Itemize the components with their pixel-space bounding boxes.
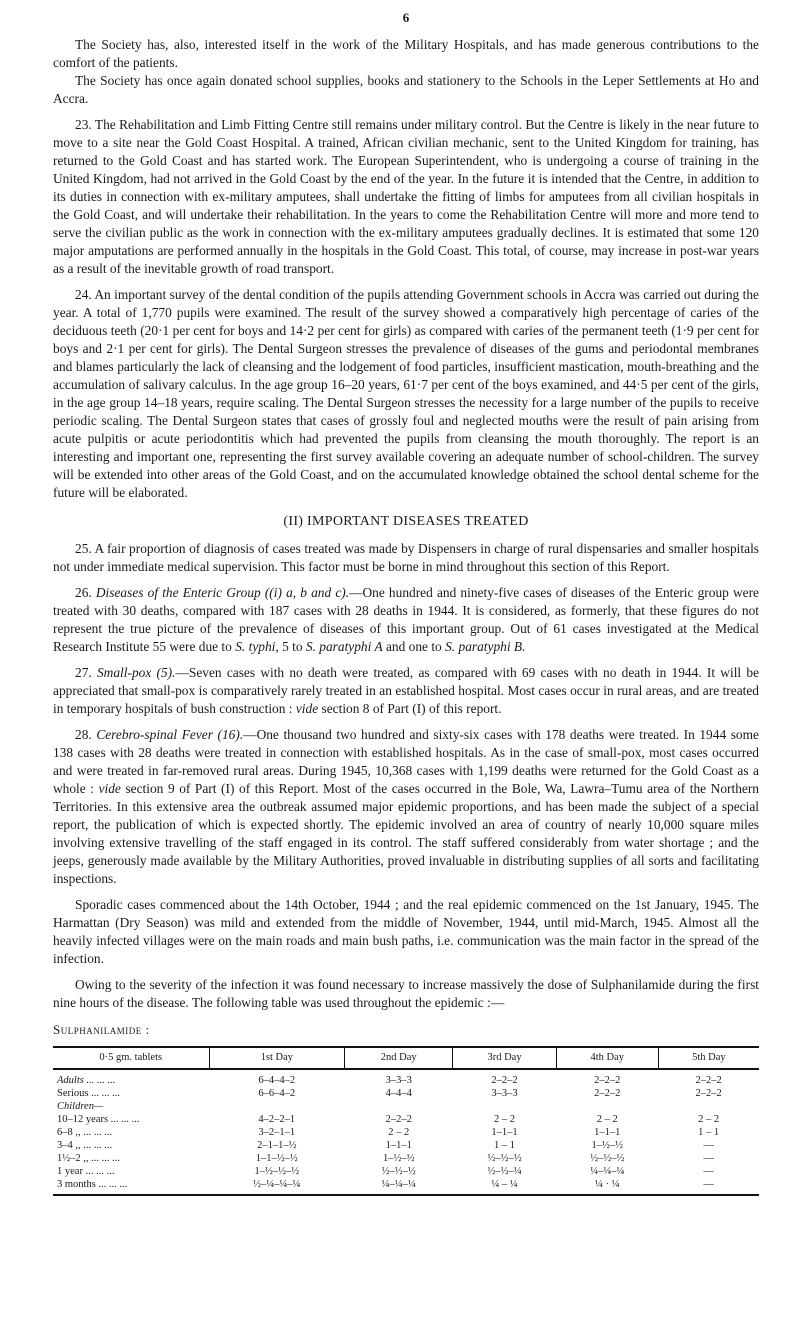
- para-title: Small-pox (5).: [96, 665, 176, 680]
- table-cell: [345, 1100, 453, 1113]
- table-cell: 2 – 2: [596, 1114, 618, 1125]
- para-text: section 8 of Part (I) of this report.: [318, 701, 502, 716]
- table-cell: 1 – 1: [698, 1127, 720, 1138]
- paragraph-27-smallpox: [53, 664, 759, 718]
- paragraph-sulphanilamide-dose: Owing to the severity of the infection it was found necessary to increase massively the dose of Sulphanilamide during the first nine hours of the disease. The following table was used throughout the epidemic :—: [53, 977, 759, 1010]
- para-text: 5 to: [278, 639, 306, 654]
- para-title: Diseases of the Enteric Group ((i) a, b and c).: [95, 585, 350, 600]
- table-cell: ¼–¼–¼: [590, 1166, 625, 1177]
- table-cell: —: [703, 1140, 714, 1151]
- table-cell: 1–½–½: [591, 1140, 624, 1151]
- table-header-row: [53, 1047, 759, 1069]
- table-cell: 1–1–½–½: [255, 1153, 298, 1164]
- paragraph-sporadic-cases: Sporadic cases commenced about the 14th October, 1944 ; and the real epidemic commenced on the 1st January, 1945. The Harmattan (Dry Season) was mild and extended from the middle of November, 1944, until mid-March, 1945. Almost all the heavily infected villages were on the main roads and main bush paths, i.e. communication was the main factor in the spread of the infection.: [53, 897, 759, 966]
- table-cell: 1–1–1: [594, 1127, 621, 1138]
- para-title: Cerebro-spinal Fever (16).: [96, 727, 244, 742]
- paragraph-28-cerebrospinal: [53, 726, 759, 888]
- table-cell: 4–2–2–1: [258, 1114, 296, 1125]
- table-cell: [556, 1100, 658, 1113]
- para-number: 26.: [75, 585, 96, 600]
- column-header-day-4: 4th Day: [556, 1047, 658, 1069]
- sulphanilamide-table: [53, 1046, 759, 1196]
- table-row: [53, 1126, 759, 1139]
- organism-name: S. typhi,: [235, 639, 279, 654]
- organism-name: S. paratyphi B.: [445, 639, 526, 654]
- table-cell: 2–1–1–½: [257, 1140, 297, 1151]
- table-cell: ½–½–¼: [487, 1166, 522, 1177]
- table-cell: —: [703, 1153, 714, 1164]
- table-cell: 2–2–2: [695, 1088, 722, 1099]
- table-cell: ½–½–½: [487, 1153, 522, 1164]
- table-row: [53, 1113, 759, 1126]
- row-label: 10–12 years ... ... ...: [57, 1114, 140, 1125]
- table-cell: 2–2–2: [385, 1114, 412, 1125]
- table-cell: 6–6–4–2: [258, 1088, 296, 1099]
- organism-name: S. paratyphi A: [305, 639, 383, 654]
- row-label: 3 months ... ... ...: [53, 1178, 209, 1195]
- page-number: 6: [402, 10, 410, 25]
- paragraph-leper-settlements: The Society has once again donated school supplies, books and stationery to the Schools in the Leper Settlements at Ho and Accra.: [53, 73, 759, 106]
- para-number: 28.: [75, 727, 97, 742]
- table-cell: 2–2–2: [695, 1075, 722, 1086]
- table-cell: 1–1–1: [491, 1127, 518, 1138]
- column-header-day-2: 2nd Day: [345, 1047, 453, 1069]
- paragraph-23-rehabilitation: 23. The Rehabilitation and Limb Fitting Centre still remains under military control. But the Centre is likely in the near future to move to a site near the Gold Coast Hospital. A trained, African civilian mechanic, sent to the United Kingdom for training, has returned to the Gold Coast and has started work. The European Superintendent, who is undergoing a course of training in the United Kingdom, had not arrived in the Gold Coast by the end of the year. In the future it is intended that the Centre, in addition to its duties in connection with ex-military amputees, shall undertake the fitting of limbs for amputees from all civilian hospitals in the Gold Coast, and will undertake their rehabilitation. In the years to come the Rehabilitation Centre will more and more tend to serve the civilian public as the work in connection with the ex-military amputees gradually declines. It is estimated that some 120 major amputations are performed annually in the hospitals in the Gold Coast. This total, of course, may increase in post-war years as a result of the inevitable growth of road transport.: [53, 117, 759, 276]
- table-cell: 1–1–1: [385, 1140, 412, 1151]
- table-cell: 1–½–½: [382, 1153, 415, 1164]
- row-label: Adults ... ... ...: [57, 1075, 116, 1086]
- table-cell: ¼ · ¼: [556, 1178, 658, 1195]
- row-label: 1 year ... ... ...: [57, 1166, 115, 1177]
- table-cell: 3–3–3: [491, 1088, 518, 1099]
- para-text: —Seven cases with no death were treated, as compared with 69 cases with no death in 1944. It will be appreciated that small-pox is comparatively rarely treated in an established hospital. Most cases occur in rural areas, and are treated in temporary hospitals of bush construction :: [53, 665, 760, 716]
- row-label: Serious ... ... ...: [57, 1088, 120, 1099]
- table-cell: 1 – 1: [494, 1140, 516, 1151]
- row-label: 3–4 ,, ... ... ...: [57, 1140, 113, 1151]
- table-cell: ½–½–½: [590, 1153, 625, 1164]
- paragraph-24-dental-survey: 24. An important survey of the dental condition of the pupils attending Government schools in Accra was carried out during the year. A total of 1,770 pupils were examined. The result of the survey showed a comparatively high percentage of caries of the deciduous teeth (20·1 per cent for boys and 14·2 per cent for girls) as compared with caries of the permanent teeth (1·9 per cent for boys and 2·1 per cent for girls). The Dental Surgeon stresses the prevalence of diseases of the gums and periodontal membranes and blames particularly the lack of cleansing and the lodgement of food particles, insufficient mastication, mouth-breathing and the accumulation of salivary calculus. In the age group 16–20 years, 61·7 per cent of the boys examined, and 44·5 per cent of the girls, in the age group 14–18 years, require scaling. The Dental Surgeon stresses the necessity for a large number of the pupils to receive periodic scaling. The Dental Surgeon states that cases of grossly foul and neglected mouths were the result of pain arising from acute pulpitis or acute periodontitis which had prevented the pupils from cleansing the mouth thoroughly. The report is an interesting and important one, representing the first survey available covering an adequate number of school-children. The survey will be extended into other areas of the Gold Coast, and on the accumulated knowledge obtained the school dental scheme for the future will be elaborated.: [53, 287, 759, 500]
- column-header-day-5: 5th Day: [658, 1047, 759, 1069]
- table-cell: 3–3–3: [385, 1075, 412, 1086]
- table-cell: 2 – 2: [698, 1114, 720, 1125]
- paragraph-25-diagnosis: 25. A fair proportion of diagnosis of cases treated was made by Dispensers in charge of rural dispensaries and smaller hospitals not under immediate medical supervision. This factor must be borne in mind throughout this section of this Report.: [53, 541, 759, 574]
- table-row: [53, 1100, 759, 1113]
- row-label: 1½–2 ,, ... ... ...: [57, 1153, 120, 1164]
- table-cell: 2 – 2: [494, 1114, 516, 1125]
- para-number: 27.: [75, 665, 97, 680]
- table-row: [53, 1152, 759, 1165]
- table-row: [53, 1165, 759, 1178]
- table-cell: 4–4–4: [385, 1088, 412, 1099]
- table-cell: 2–2–2: [594, 1075, 621, 1086]
- vide-reference: vide: [295, 701, 319, 716]
- column-header-tablets: 0·5 gm. tablets: [53, 1047, 209, 1069]
- vide-reference: vide: [98, 781, 121, 796]
- table-row: [53, 1069, 759, 1087]
- table-cell: ¼ – ¼: [453, 1178, 557, 1195]
- table-label: Sulphanilamide :: [53, 1022, 150, 1037]
- table-cell: —: [703, 1166, 714, 1177]
- table-body: [53, 1069, 759, 1195]
- table-row: [53, 1087, 759, 1100]
- table-cell: 3–2–1–1: [258, 1127, 296, 1138]
- column-header-day-3: 3rd Day: [453, 1047, 557, 1069]
- row-label: Children—: [57, 1101, 104, 1112]
- table-cell: [658, 1100, 759, 1113]
- table-cell: ½–½–½: [381, 1166, 416, 1177]
- table-cell: 2–2–2: [491, 1075, 518, 1086]
- para-text: section 9 of Part (I) of this Report. Most of the cases occurred in the Bole, Wa, Lawra–Tumu area of the Northern Territories. In this extensive area the outbreak assumed major epidemic proportions, and has been made the subject of a special report, the publication of which is expected shortly. The epidemic involved an area of country of nearly 10,000 square miles involving extensive travelling of the staff engaged in its control. The staff suffered considerably from water shortage ; and the jeeps, generously made available by the Military Authorities, proved invaluable in distributing supplies of all sorts and facilitating inspections.: [53, 781, 759, 886]
- paragraph-26-enteric: [53, 584, 759, 656]
- table-cell: 6–4–4–2: [258, 1075, 296, 1086]
- table-cell: ¼–¼–¼: [345, 1178, 453, 1195]
- table-cell: 2–2–2: [594, 1088, 621, 1099]
- paragraph-military-hospitals: The Society has, also, interested itself in the work of the Military Hospitals, and has made generous contributions to the comfort of the patients.: [53, 37, 759, 70]
- table-cell: —: [658, 1178, 759, 1195]
- table-row: [53, 1139, 759, 1152]
- column-header-day-1: 1st Day: [209, 1047, 345, 1069]
- table-cell: ½–¼–¼–¼: [209, 1178, 345, 1195]
- table-cell: 2 – 2: [388, 1127, 410, 1138]
- para-text: and one to: [382, 639, 446, 654]
- para-text: —One thousand two hundred and sixty-six cases with 178 deaths were treated. In 1944 some 138 cases with 28 deaths were treated in connection with established hospitals. As in the case of small-pox, most cases occurred and were treated in far-removed rural areas. During 1945, 10,368 cases with 1,199 deaths were returned for the Gold Coast as a whole :: [53, 727, 759, 796]
- row-label: 6–8 ,, ... ... ...: [57, 1127, 113, 1138]
- table-row: [53, 1178, 759, 1195]
- table-cell: 1–½–½–½: [254, 1166, 300, 1177]
- table-cell: [209, 1100, 345, 1113]
- section-heading: (II) IMPORTANT DISEASES TREATED: [283, 514, 529, 529]
- document-page: [53, 10, 759, 1196]
- para-text: —One hundred and ninety-five cases of diseases of the Enteric group were treated with 30 deaths, compared with 187 cases with 28 deaths in 1944. It is considered, as formerly, that these figures do not represent the true picture of the prevalence of diseases of this important group. Out of 61 cases investigated at the Medical Research Institute 55 were due to: [53, 585, 760, 654]
- table-cell: [453, 1100, 557, 1113]
